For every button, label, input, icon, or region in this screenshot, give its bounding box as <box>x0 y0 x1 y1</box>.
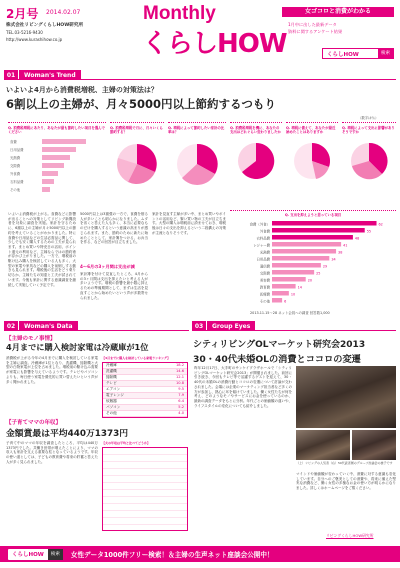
table1 <box>102 356 188 418</box>
q3-title: Q. 増税によって節約したい家計の比率は？ <box>168 126 225 135</box>
event-photo-1 <box>296 366 396 428</box>
svg-text:その他: その他 <box>10 188 21 193</box>
q7-category-label: 美容費 <box>259 278 270 283</box>
q7-bar <box>272 256 329 261</box>
section1-body-4: 家計を見直す主婦が多い中、まとめ買いやポイントの活用など、賢い買い物の工夫が目立ちます。大型の購入は増税前に済ませておき、増税後は日々の支出を抑えるという二段構えの対策が主流となりそうです。 <box>152 212 226 235</box>
q2-card <box>110 122 164 208</box>
subtag-2: 資料に関するアンケート結果 <box>288 29 343 34</box>
svg-text:光熱費: 光熱費 <box>10 156 21 161</box>
table1-body <box>102 362 188 418</box>
q7-category-label: 外食費 <box>259 229 270 234</box>
section2-title: Woman's Data <box>19 321 78 331</box>
table-cell-value: 10.8 <box>175 381 184 386</box>
q1-card <box>8 122 106 208</box>
section1-body-3: 家計簿を付けて見直したところ、4月からの3ヶ月間は支出を抑えたいと考える人が多いようです。増税の影響を最小限に抑えるための準備期間として、まずは生活を見直すことから始めたいという声が多数寄せられました。 <box>80 272 148 300</box>
q6-card <box>342 122 396 208</box>
topic2-headline: 金額賞最は平均440万1373円 <box>6 429 129 439</box>
table2 <box>102 441 188 537</box>
q7-bar <box>272 284 296 289</box>
table-cell-item: パソコン <box>106 405 121 410</box>
q1-bars <box>8 137 106 199</box>
q7-bar-chart <box>230 217 396 305</box>
tagline: 女ゴコロと消費がわかる <box>304 8 371 15</box>
topic2-body: 子育て中のママの年収を調査したところ、平均は440万1373円でした。共働き世帯が増えたことにより、ママの収入も家計を支える重要な柱となっているようです。年収の使い道としては、子どもの教育費や将来の貯蓄と答えた人が多く見られました。 <box>6 441 98 464</box>
table-cell-item: 洗濯機 <box>106 369 117 374</box>
section1-lead: いよいよ4月から消費税増税、主婦の対策法は？ <box>6 86 158 94</box>
q7-bar <box>272 242 341 247</box>
search-logo-text: くらしHOW <box>327 51 359 58</box>
section3-title: Group Eyes <box>207 321 255 331</box>
q5-pie <box>286 136 338 186</box>
table2-title: 【夫の年収は平均と比べてどうか】 <box>102 441 151 445</box>
q7-category-label: 教育費 <box>259 285 270 290</box>
q7-category-label: 衣料品費 <box>256 236 270 241</box>
q7-category-label: その他 <box>259 299 270 304</box>
table-row <box>103 411 187 417</box>
q7-bar <box>272 249 336 254</box>
q7-bar <box>272 277 306 282</box>
q4-pie <box>230 136 282 186</box>
footer-logo: くらしHOW <box>12 552 44 558</box>
photo-caption: （上）リビングの人気者（右）50代読者層のグループ討論会の様子です <box>296 461 393 465</box>
section1-subhead: 4～6月の3ヶ月間は支出が減 <box>80 264 135 269</box>
table2-grid <box>102 447 188 531</box>
table-cell-item: 冷蔵庫 <box>106 363 117 368</box>
search-button[interactable]: 検索 <box>378 49 393 58</box>
section3-head1: シティリビングOLマーケット研究会2013 <box>193 340 366 350</box>
q7-category-label: 光熱費 <box>259 250 270 255</box>
q7-value-label: 62 <box>378 222 383 227</box>
publisher-name: 株式会社リビングくらしHOW研究所 <box>6 23 84 28</box>
publisher-url[interactable]: http://www.kurashihow.co.jp <box>6 37 63 42</box>
section1-title: Woman's Trend <box>19 70 81 80</box>
q7-value-label: 55 <box>366 229 372 234</box>
q7-category-label: レジャー費 <box>253 243 270 248</box>
subtag-1: 1月中に出した最新データ <box>288 22 337 27</box>
q7-value-label: 38 <box>338 250 343 255</box>
issue-number: 2月号 <box>6 7 39 21</box>
issue-date: 2014.02.07 <box>46 9 81 16</box>
section2-number: 02 <box>4 321 18 331</box>
q7-value-label: 48 <box>354 236 360 241</box>
table-cell-item: 電子レンジ <box>106 393 124 398</box>
q3-pie <box>168 136 226 192</box>
table-cell-item: その他 <box>106 411 117 416</box>
footer-text: 女性データ1000件フリー検索！＆主婦の生声ネット座談会公開中！ <box>70 551 274 559</box>
section1-header <box>4 70 81 80</box>
footer-search-button[interactable]: 検索 <box>48 549 63 560</box>
table-cell-value: 4.0 <box>178 411 184 416</box>
table-cell-value: 9.5 <box>178 387 184 392</box>
table-cell-value: 12.1 <box>175 375 184 380</box>
q7-value-label: 6 <box>284 299 287 304</box>
q7-value-label: 25 <box>316 271 321 276</box>
topic1-body: 消費税が上がる今年の4月までに購入を検討している家電を主婦に調査。冷蔵庫が1位となり、洗濯機、掃除機と大型の白物家電が上位を占めました。増税前の駆け込み需要が家電にも影響を与えているようです。テレビやパソコンよりも、毎日使う家電を優先的に買い替えたいという声が多く聞かれました。 <box>6 356 98 384</box>
section3-body-2: マインドや価値観が変わっていく中、消費に対する意識も変化しています。自分へのご褒美としての消費や、将来に備えた堅実な消費など、働く女性の多様なお金の使い方が明らかになりました。詳しくはホームページをご覧ください。 <box>296 472 396 491</box>
q7-bar <box>272 263 321 268</box>
q7-bar <box>272 270 314 275</box>
brand-logo: くらしHOW <box>142 29 287 59</box>
footer-bar <box>0 546 400 562</box>
publisher-tel: TEL.03-5216-9430 <box>6 30 43 35</box>
table-cell-value: 18.2 <box>175 363 184 368</box>
q7-bar <box>272 235 353 240</box>
header <box>0 0 400 66</box>
q7-value-label: 20 <box>307 278 313 283</box>
q7-title: Q. 支出を抑えようと思っている項目 <box>284 213 342 217</box>
table-cell-value: 7.9 <box>178 393 184 398</box>
event-photo-2 <box>296 430 350 460</box>
table-cell-value: 6.4 <box>178 399 184 404</box>
footer-search-box[interactable] <box>8 549 63 560</box>
q2-pie <box>110 136 164 192</box>
section3-header <box>192 321 255 331</box>
table-cell-value: 14.6 <box>175 369 184 374</box>
topic1-bracket: 【主婦のモノ事情】 <box>6 336 56 342</box>
svg-text:食費: 食費 <box>10 140 17 145</box>
section1-note: （数字は％） <box>358 116 379 120</box>
topic2-bracket: 【子育てママの年収】 <box>6 420 62 426</box>
section3-body: 昨年12月17日、大手町のサンケイプラザホールで「シティリビングOLマーケット研究会2013」が開催されました。前回に引き続き、今回もテレビ等で活躍するゲストを迎えて、30・40代の未婚OLの消費行動とココロの変遷について討論が交わされました。会場には企業のマーケティング担当者など多くの方が参加し、熱心に耳を傾けていました。働く女性たちが何を考え、どのようなモノやサービスにお金を使っているのか、最新の調査データをもとに分析。年代ごとの価値観の違いや、ライフスタイルの変化についても紹介しました。 <box>194 366 292 408</box>
q7-value-label: 41 <box>343 243 348 248</box>
q7-value-label: 29 <box>322 264 328 269</box>
table-cell-item: エアコン <box>106 387 121 392</box>
q3-card <box>168 122 226 208</box>
section1-body-1: いよいよ消費税が上がる。食費などに影響が出ることへの対策としてリビング新聞読者を対象に調査を実施。家計を守るために、6割以上の主婦が月々5000円以上の節約を考えていることがわかりました。特に食費や日用品などの生活必需品に関して、少しでも安く購入するための工夫が見られます。まとめ買いや特売日の活用、ポイント還元の利用など、主婦ならではの節約術が浮かび上がりました。一方で、増税前の駆け込み購入を検討している人も多く、大型の家電や家具などの購入を前倒しする動きも見られます。増税後の生活をどう乗り切るか、主婦たちの知恵と工夫が試されています。今後も家計に関する意識調査を継続して実施していく予定です。 <box>8 212 76 287</box>
q7-category-label: 医療費 <box>259 292 270 297</box>
q7-value-label: 34 <box>331 257 336 262</box>
q7-card <box>230 210 396 308</box>
q7-bar <box>272 298 282 303</box>
section3-number: 03 <box>192 321 206 331</box>
q5-title: Q. 増税に備えて、あなたが最近始めたことはありますか <box>286 126 336 135</box>
q4-title: Q. 消費税増税を機に、あなたの支出はどれぐらい変わりましたか <box>230 126 281 135</box>
section1-credit: 2013.11.15～28 ネット会員への調査 回答数1,000 <box>250 311 330 315</box>
svg-text:衣料品費: 衣料品費 <box>10 180 24 185</box>
q5-card <box>286 122 338 208</box>
table-cell-item: 炊飯器 <box>106 399 117 404</box>
table1-title: 【4月までに購入を検討している家電ランキング】 <box>102 356 171 360</box>
q7-category-label: 日用品費 <box>256 257 270 262</box>
q7-value-label: 14 <box>297 285 302 290</box>
q7-category-label: 通信費 <box>259 264 270 269</box>
section3-head2: 30・40代未婚OLの消費とココロの変遷 <box>193 354 361 365</box>
q7-bar <box>272 291 289 296</box>
section1-number: 01 <box>4 70 18 80</box>
svg-text:日用品費: 日用品費 <box>10 148 24 153</box>
table-cell-value: 5.2 <box>178 405 184 410</box>
svg-text:交際費: 交際費 <box>10 164 21 169</box>
q2-title: Q. 消費税増税で月に、月々いくら節約する？ <box>110 126 163 135</box>
section3-link[interactable]: リビングくらしHOW研究所 <box>326 533 374 538</box>
section1-body-2: 5000円以上は3割強の一方で、食費を削る人が多いことも明らかになりました。ムダを省くと答えた人も多く、本当に必要なものだけを購入するという意識の高まりが感じられます。また、節約のために新たに始めたこととして、家計簿をつける、お弁当を作る、などの回答が目立ちました。 <box>80 212 148 245</box>
search-logo-box[interactable] <box>322 48 394 59</box>
q6-title: Q. 増税によって支出に影響がありそうですか <box>342 126 395 135</box>
topic1-headline: 4月までに購入検討家電は冷蔵庫が1位 <box>6 342 149 352</box>
svg-text:外食費: 外食費 <box>10 172 21 177</box>
tagline-box <box>282 7 394 17</box>
q7-bar <box>272 221 377 226</box>
q7-category-label: 交際費 <box>259 271 270 276</box>
q7-category-label: 食費（外食） <box>249 222 270 227</box>
q7-bar <box>272 228 365 233</box>
q1-title: Q. 消費税増税にあたり、あなたが最も節約したい項目を選んでください <box>8 126 105 135</box>
section2-header <box>4 321 78 331</box>
q4-card <box>230 122 282 208</box>
table-cell-item: 掃除機 <box>106 375 117 380</box>
q6-pie <box>342 136 396 186</box>
table-cell-item: テレビ <box>106 381 117 386</box>
q7-value-label: 10 <box>290 292 296 297</box>
brand-monthly: Monthly <box>143 3 216 24</box>
event-photo-3 <box>352 430 396 460</box>
section1-headline: 6割以上の主婦が、月々5000円以上節約するつもり <box>6 97 276 111</box>
